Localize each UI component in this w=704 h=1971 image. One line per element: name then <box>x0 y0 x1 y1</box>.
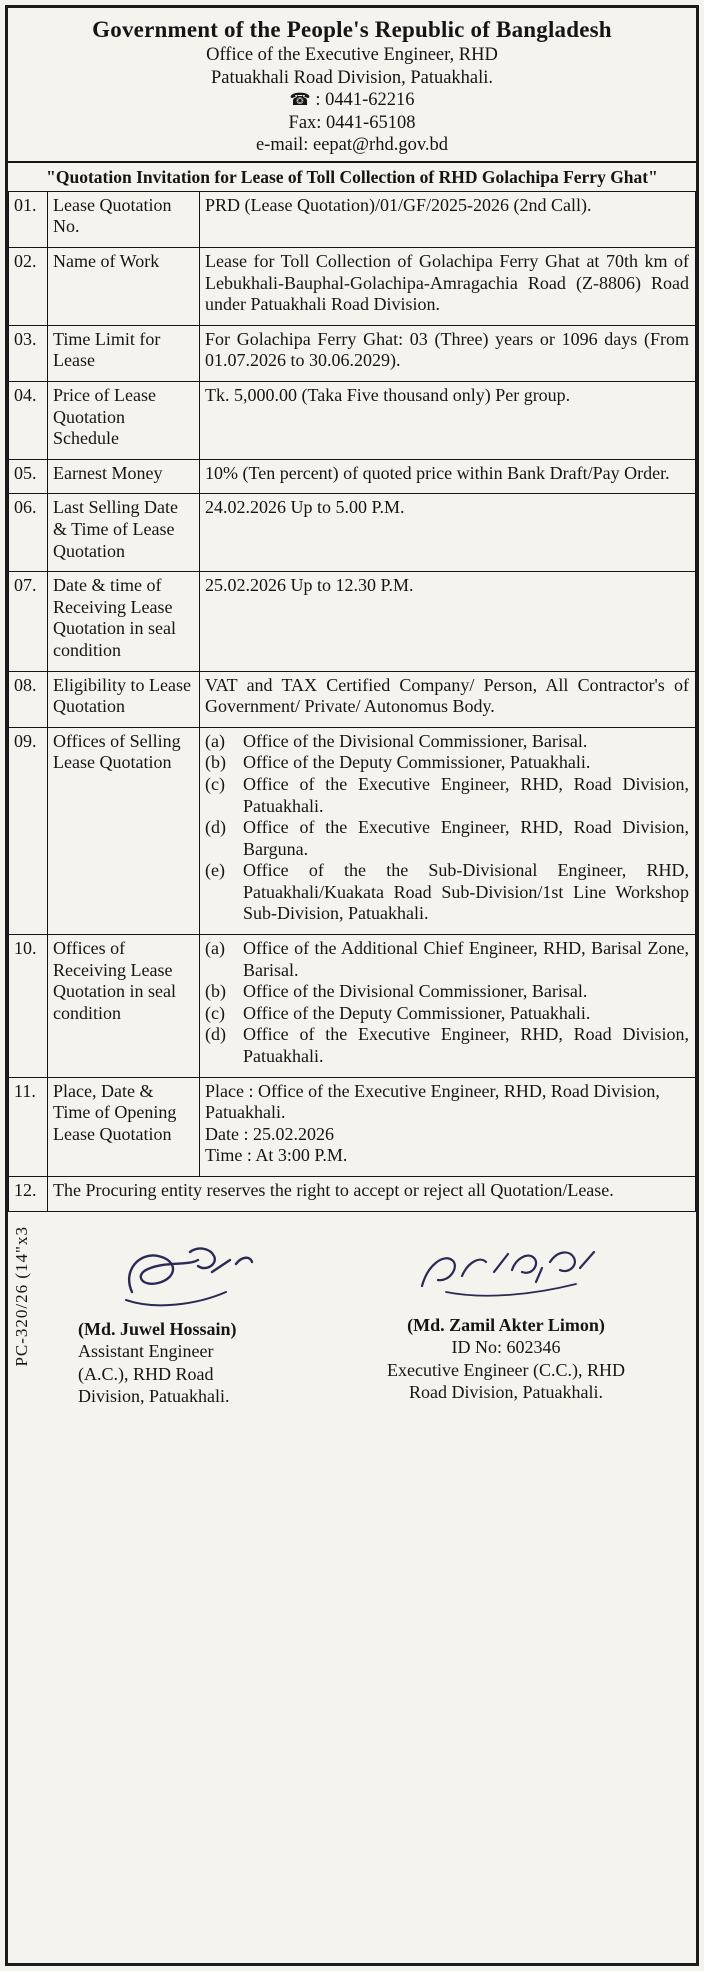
list-text: Office of the Divisional Commissioner, Barisal. <box>243 981 588 1002</box>
row-value: For Golachipa Ferry Ghat: 03 (Three) years or 1096 days (From 01.07.2026 to 30.06.2029). <box>200 325 696 381</box>
list-text: Office of the Divisional Commissioner, Barisal. <box>243 730 588 751</box>
list-text: Office of the Additional Chief Engineer, RHD, Barisal Zone, Barisal. <box>243 938 689 980</box>
row-label: Lease Quotation No. <box>48 191 200 247</box>
table-row <box>9 494 696 572</box>
phone-icon: ☎ <box>289 90 311 111</box>
row-value: PRD (Lease Quotation)/01/GF/2025-2026 (2nd Call). <box>200 191 696 247</box>
list-marker: (d) <box>205 817 226 838</box>
signature-section <box>8 1212 696 1408</box>
list-text: Office of the Executive Engineer, RHD, Road Division, Patuakhali. <box>243 773 689 816</box>
signature-block-right <box>330 1242 682 1404</box>
row-value: 10% (Ten percent) of quoted price within Bank Draft/Pay Order. <box>200 459 696 494</box>
signatory-right-line-3: Road Division, Patuakhali. <box>409 1382 603 1403</box>
row-number: 06. <box>9 494 48 572</box>
list-marker: (a) <box>205 730 225 751</box>
row-value <box>200 935 696 1078</box>
table-row <box>9 1077 696 1176</box>
row-value: VAT and TAX Certified Company/ Person, All Contractor's of Government/ Private/ Autonomus Body. <box>200 671 696 727</box>
signatory-left-line-1: Assistant Engineer <box>78 1341 214 1362</box>
signature-juwel-icon <box>92 1242 262 1314</box>
table-row <box>9 459 696 494</box>
document-header <box>8 8 696 161</box>
row-label: Time Limit for Lease <box>48 325 200 381</box>
phone-number: : 0441-62216 <box>315 90 415 111</box>
list-marker: (b) <box>205 752 226 773</box>
row-value: 24.02.2026 Up to 5.00 P.M. <box>200 494 696 572</box>
row-number: 04. <box>9 382 48 460</box>
office-list-item <box>205 752 689 774</box>
office-list-item <box>205 731 689 753</box>
phone-line <box>18 89 686 112</box>
table-row <box>9 671 696 727</box>
government-title: Government of the People's Republic of Bangladesh <box>92 17 612 42</box>
row-number: 01. <box>9 191 48 247</box>
row-number: 10. <box>9 935 48 1078</box>
row-value <box>200 727 696 934</box>
row-number: 03. <box>9 325 48 381</box>
list-marker: (d) <box>205 1024 226 1045</box>
row-number: 02. <box>9 248 48 326</box>
table-row <box>9 572 696 671</box>
list-marker: (c) <box>205 1002 225 1023</box>
office-list-item <box>205 1024 689 1067</box>
office-list-item <box>205 860 689 925</box>
notice-title: "Quotation Invitation for Lease of Toll Collection of RHD Golachipa Ferry Ghat" <box>8 161 696 191</box>
office-list-item <box>205 774 689 817</box>
quotation-table <box>8 191 696 1212</box>
signatory-left-line-3: Division, Patuakhali. <box>78 1386 230 1407</box>
office-list-item <box>205 938 689 981</box>
print-code: PC-320/26 (14"x3 <box>12 1225 31 1367</box>
signature-zamil-icon <box>406 1242 606 1304</box>
table-row <box>9 191 696 247</box>
signatory-name-left: (Md. Juwel Hossain) <box>78 1318 237 1339</box>
row-number: 08. <box>9 671 48 727</box>
list-marker: (a) <box>205 938 225 959</box>
row-value: Tk. 5,000.00 (Taka Five thousand only) Per group. <box>200 382 696 460</box>
list-marker: (c) <box>205 773 225 794</box>
row-label: Offices of Receiving Lease Quotation in seal condition <box>48 935 200 1078</box>
row-label: Place, Date & Time of Opening Lease Quotation <box>48 1077 200 1176</box>
document-frame <box>5 5 699 1966</box>
row-number: 09. <box>9 727 48 934</box>
division-line: Patuakhali Road Division, Patuakhali. <box>210 67 494 88</box>
row-number: 12. <box>9 1177 48 1212</box>
signatory-right-line-1: ID No: 602346 <box>451 1337 561 1358</box>
office-list-item <box>205 817 689 860</box>
table-row <box>9 382 696 460</box>
office-line: Office of the Executive Engineer, RHD <box>206 45 498 66</box>
list-text: Office of the Executive Engineer, RHD, Road Division, Patuakhali. <box>243 1024 689 1067</box>
table-row <box>9 248 696 326</box>
row-label: Name of Work <box>48 248 200 326</box>
list-text: Office of the the Sub-Divisional Engineer, RHD, Patuakhali/Kuakata Road Sub-Division/1st Line Workshop Sub-Division, Patuakhali. <box>243 860 689 924</box>
row-label: Last Selling Date & Time of Lease Quotation <box>48 494 200 572</box>
row-label: Price of Lease Quotation Schedule <box>48 382 200 460</box>
list-marker: (e) <box>205 860 225 881</box>
list-text: Office of the Deputy Commissioner, Patuakhali. <box>243 1002 591 1023</box>
list-text: Office of the Executive Engineer, RHD, Road Division, Barguna. <box>243 817 689 859</box>
row-number: 07. <box>9 572 48 671</box>
row-label: Earnest Money <box>48 459 200 494</box>
office-list-item <box>205 981 689 1003</box>
fax-line: Fax: 0441-65108 <box>288 112 416 133</box>
row-number: 11. <box>9 1077 48 1176</box>
quotation-table-body <box>9 191 696 1211</box>
row-label: Date & time of Receiving Lease Quotation in seal condition <box>48 572 200 671</box>
table-row <box>9 1177 696 1212</box>
row-value: 25.02.2026 Up to 12.30 P.M. <box>200 572 696 671</box>
signatory-right-line-2: Executive Engineer (C.C.), RHD <box>387 1359 625 1380</box>
office-list-item <box>205 1003 689 1025</box>
value-line: Date : 25.02.2026 <box>205 1123 334 1144</box>
signatory-left-line-2: (A.C.), RHD Road <box>78 1363 214 1384</box>
row-text: The Procuring entity reserves the right to accept or reject all Quotation/Lease. <box>48 1177 696 1212</box>
value-line: Place : Office of the Executive Engineer, RHD, Road Division, Patuakhali. <box>205 1080 660 1123</box>
table-row <box>9 935 696 1078</box>
row-label: Eligibility to Lease Quotation <box>48 671 200 727</box>
signature-block-left <box>78 1242 330 1408</box>
list-text: Office of the Deputy Commissioner, Patuakhali. <box>243 752 591 773</box>
row-label: Offices of Selling Lease Quotation <box>48 727 200 934</box>
row-value <box>200 1077 696 1176</box>
row-number: 05. <box>9 459 48 494</box>
row-value: Lease for Toll Collection of Golachipa Ferry Ghat at 70th km of Lebukhali-Bauphal-Golachipa-Amragachia Road (Z-8806) Road under Patuakhali Road Division. <box>200 248 696 326</box>
list-marker: (b) <box>205 981 226 1002</box>
table-row <box>9 325 696 381</box>
email-line: e-mail: eepat@rhd.gov.bd <box>255 135 449 156</box>
table-row <box>9 727 696 934</box>
value-line: Time : At 3:00 P.M. <box>205 1145 348 1166</box>
signatory-name-right: (Md. Zamil Akter Limon) <box>407 1314 605 1335</box>
